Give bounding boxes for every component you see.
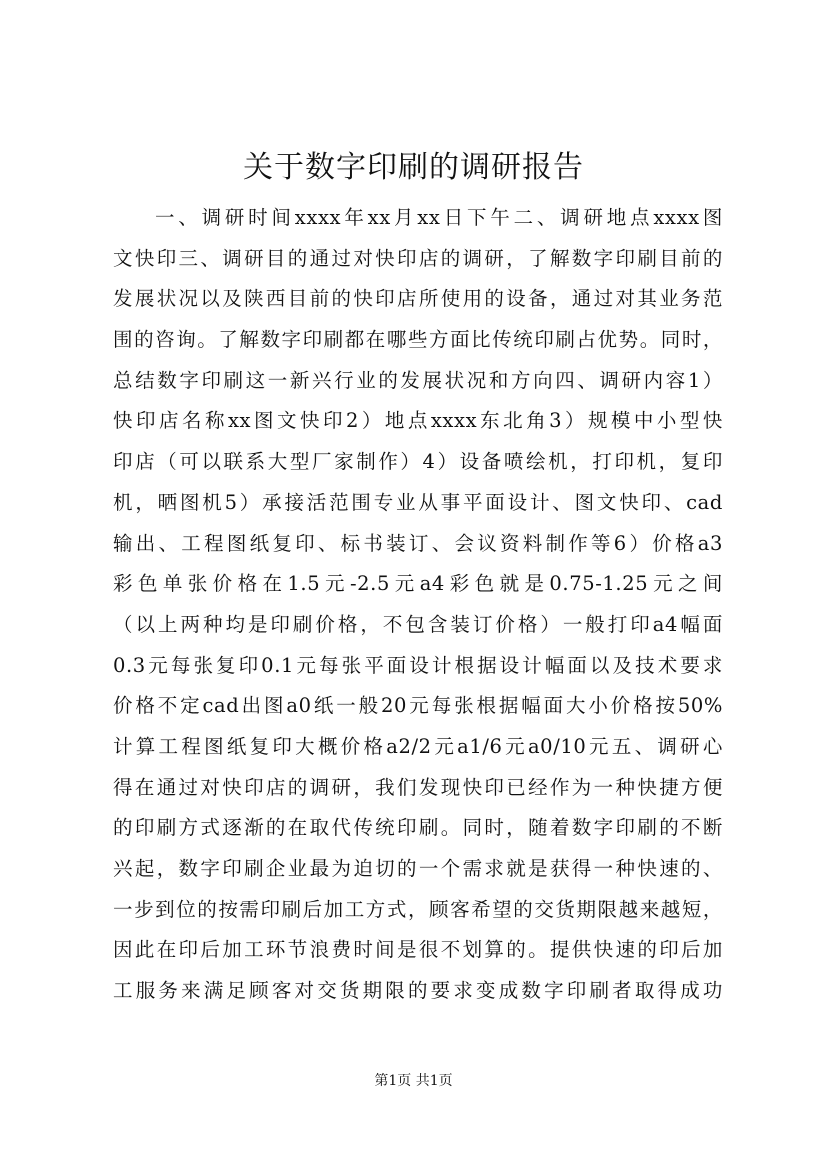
body-line: 彩色单张价格在1.5元-2.5元a4彩色就是0.75-1.25元之间 — [113, 572, 723, 596]
body-line: 0.3元每张复印0.1元每张平面设计根据设计幅面以及技术要求 — [113, 653, 723, 677]
body-line: 计算工程图纸复印大概价格a2/2元a1/6元a0/10元五、调研心 — [113, 734, 723, 758]
body-line: 兴起，数字印刷企业最为迫切的一个需求就是获得一种快速的、 — [113, 857, 723, 880]
body-line: 输出、工程图纸复印、标书装订、会议资料制作等6）价格a3 — [113, 531, 723, 555]
body-line: 工服务来满足顾客对交货期限的要求变成数字印刷者取得成功 — [113, 979, 723, 1003]
body-line: 因此在印后加工环节浪费时间是很不划算的。提供快速的印后加 — [113, 938, 723, 962]
body-line: 快印店名称xx图文快印2）地点xxxx东北角3）规模中小型快 — [113, 409, 723, 433]
body-line: 价格不定cad出图a0纸一般20元每张根据幅面大小价格按50% — [113, 694, 723, 718]
body-line: 一步到位的按需印刷后加工方式，顾客希望的交货期限越来越短， — [113, 897, 723, 921]
body-line: 的印刷方式逐渐的在取代传统印刷。同时，随着数字印刷的不断 — [113, 816, 723, 840]
body-line: （以上两种均是印刷价格，不包含装订价格）一般打印a4幅面 — [113, 612, 723, 636]
document-body — [113, 198, 723, 1012]
body-line: 得在通过对快印店的调研，我们发现快印已经作为一种快捷方便 — [113, 775, 723, 799]
body-line: 印店（可以联系大型厂家制作）4）设备喷绘机，打印机，复印 — [113, 450, 723, 474]
body-line: 围的咨询。了解数字印刷都在哪些方面比传统印刷占优势。同时， — [113, 328, 723, 352]
body-line: 文快印三、调研目的通过对快印店的调研，了解数字印刷目前的 — [113, 246, 723, 270]
body-line: 机，晒图机5）承接活范围专业从事平面设计、图文快印、cad — [113, 490, 723, 514]
body-line: 总结数字印刷这一新兴行业的发展状况和方向四、调研内容1） — [113, 368, 723, 392]
page-footer: 第1页 共1页 — [374, 1073, 453, 1089]
body-line: 一、调研时间xxxx年xx月xx日下午二、调研地点xxxx图 — [155, 206, 723, 229]
body-line: 发展状况以及陕西目前的快印店所使用的设备，通过对其业务范 — [113, 287, 723, 311]
document-title: 关于数字印刷的调研报告 — [243, 150, 584, 185]
